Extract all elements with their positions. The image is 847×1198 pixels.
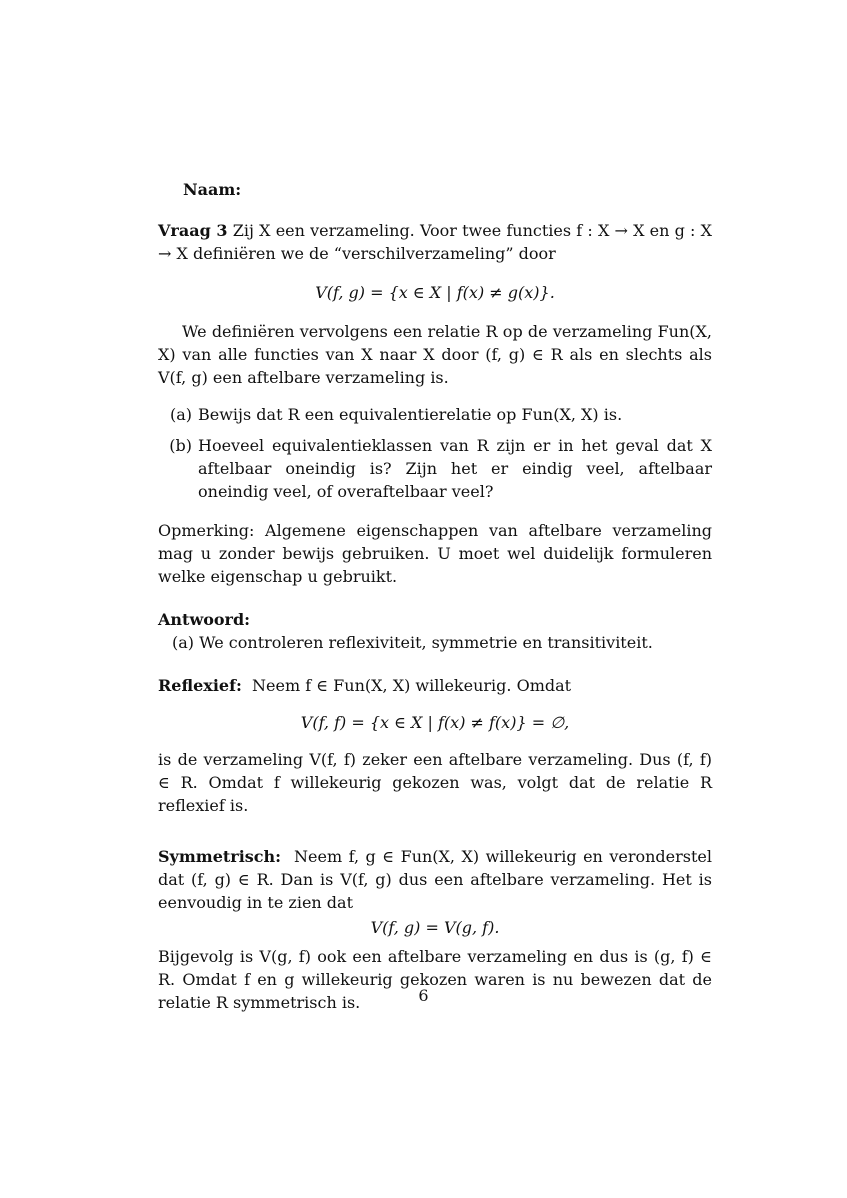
answer-label: Antwoord: — [158, 610, 251, 629]
reflexive-paragraph — [158, 674, 712, 697]
item-label: (a) — [169, 405, 192, 424]
page-content — [158, 178, 712, 1014]
reflexive-label: Reflexief: — [158, 676, 242, 695]
item-label: (b) — [169, 436, 192, 455]
page-number: 6 — [418, 986, 429, 1005]
question-label: Vraag 3 — [158, 221, 228, 240]
symmetric-formula: V(f, g) = V(g, f). — [370, 918, 500, 937]
symmetric-paragraph — [158, 845, 712, 914]
reflexive-text-1: Neem f ∈ Fun(X, X) willekeurig. Omdat — [252, 676, 572, 695]
reflexive-text-2: is de verzameling V(f, f) zeker een aftelbare verzameling. Dus (f, f) ∈ R. Omdat f willekeurig gekozen was, volgt dat de relatie R reflexief is. — [158, 750, 712, 815]
difference-set-formula: V(f, g) = {x ∈ X | f(x) ≠ g(x)}. — [315, 283, 555, 302]
name-label: Naam: — [183, 180, 242, 199]
remark: Opmerking: Algemene eigenschappen van aftelbare verzameling mag u zonder bewijs gebruiken. U moet wel duidelijk formuleren welke eigenschap u gebruikt. — [158, 521, 712, 586]
symmetric-label: Symmetrisch: — [158, 847, 282, 866]
question-item-b — [158, 434, 712, 503]
answer-intro: (a) We controleren reflexiviteit, symmetrie en transitiviteit. — [172, 633, 653, 652]
item-text: Hoeveel equivalentieklassen van R zijn er in het geval dat X aftelbaar oneindig is? Zijn het er eindig veel, aftelbaar oneindig veel, of overaftelbaar veel? — [198, 436, 712, 501]
symmetric-text-1: Neem f, g ∈ Fun(X, X) willekeurig en veronderstel dat (f, g) ∈ R. Dan is V(f, g) dus een aftelbare verzameling. Het is eenvoudig in te zien dat — [158, 847, 713, 912]
item-text: Bewijs dat R een equivalentierelatie op Fun(X, X) is. — [198, 405, 623, 424]
question-intro-text: Zij X een verzameling. Voor twee functies f : X → X en g : X → X definiëren we de “verschilverzameling” door — [158, 221, 713, 263]
symmetric-text-2: Bijgevolg is V(g, f) ook een aftelbare verzameling en dus is (g, f) ∈ R. Omdat f en g willekeurig gekozen waren is nu bewezen dat de relatie R symmetrisch is. — [158, 947, 712, 1012]
relation-definition: We definiëren vervolgens een relatie R op de verzameling Fun(X, X) van alle functies van X naar X door (f, g) ∈ R als en slechts als V(f, g) een aftelbare verzameling is. — [158, 322, 712, 387]
question-intro — [158, 219, 712, 265]
reflexive-formula: V(f, f) = {x ∈ X | f(x) ≠ f(x)} = ∅, — [300, 713, 570, 732]
question-item-a — [158, 403, 712, 426]
